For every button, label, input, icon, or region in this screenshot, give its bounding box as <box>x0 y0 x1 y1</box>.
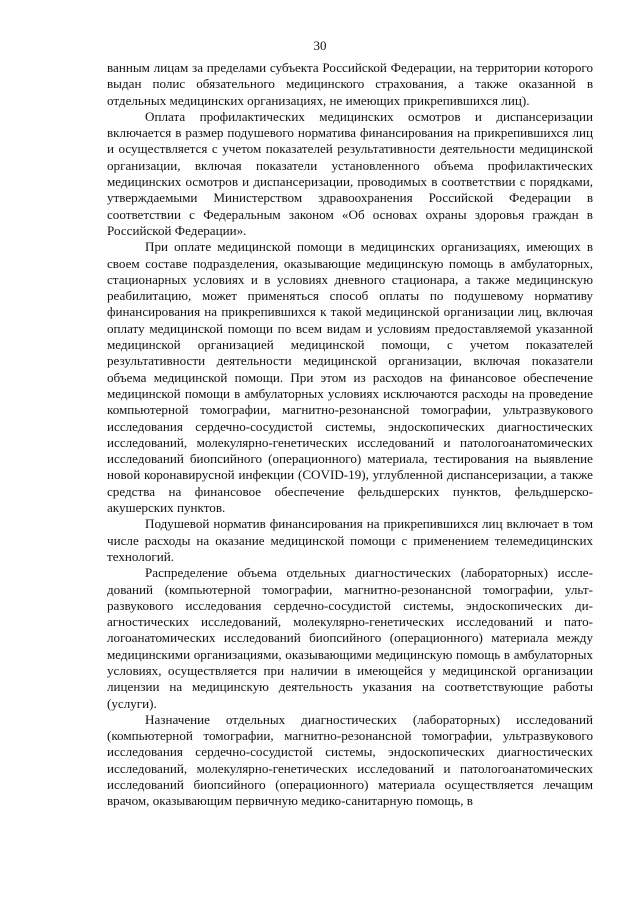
paragraph-preventive-exams: Оплата профилактических медицинских осмотров и диспансеризации включается в размер подушевого норматива финансирования на прикрепившихся лиц и осуществляется с учетом показателей результативности деятельности медицинской организации, включая показатели установленного объема профилактических медицинских осмотров и диспансеризации, проводимых в соответствии с порядками, утверждаемыми Министерством здравоохранения Российской Федерации в соответствии с Федеральным законом «Об основах охраны здоровья граждан в Российской Федерации». <box>107 108 593 238</box>
paragraph-diagnostics-prescription: Назначение отдельных диагностических (лабораторных) исследований (компьютерной томографии, магнитно-резонансной томографии, ультразвукового исследования сердечно-сосудистой системы, эндоскопических диагностических исследований, молекулярно-генетических исследований и патологоанатомических исследований биопсийного (операционного) материала осуществляется лечащим врачом, оказывающим первичную медико-санитарную помощь, в <box>107 711 593 809</box>
paragraph-continuation: ванным лицам за пределами субъекта Российской Федерации, на территории которого выдан полис обязательного медицинского страхования, а также оказанной в отдельных медицинских организациях, не имеющих прикрепившихся лиц). <box>107 60 593 108</box>
page-number: 30 <box>313 38 327 53</box>
paragraph-payment-method: При оплате медицинской помощи в медицинских организациях, имеющих в своем составе подразделения, оказывающие медицинскую помощь в амбулаторных, стационарных условиях и в условиях дневного стационара, а также медицинскую реабилитацию, может применяться способ оплаты по подушевому нормативу финансирования на прикрепившихся к такой медицинской организации лиц, включая оплату медицинской помощи по всем видам и условиям предоставляемой указанной медицинской организацией медицинской помощи, с учетом показателей результативности деятельности медицинской организации, включая показатели объема медицинской помощи. При этом из расходов на финансовое обеспечение медицинской помощи в амбулаторных условиях исключаются расходы на проведение компьютерной томографии, магнитно-резонансной томографии, ультразвукового исследования сердечно-сосудистой системы, эндоскопических диагностических исследований, молекулярно-генетических исследований и патологоанатомических исследований биопсийного (операционного) материала, тестирования на выявление новой коронавирусной инфекции (COVID-19), углубленной диспансеризации, а также средства на финансовое обеспечение фельдшерских пунктов, фельдшерско-акушерских пунктов. <box>107 239 593 516</box>
paragraph-diagnostics-distribution: Распределение объема отдельных диагностических (лабораторных) исследований (компьютерной томографии, магнитно-резонансной томографии, ультразвукового исследования сердечно-сосудистой системы, эндоскопических диагностических исследований, молекулярно-генетических исследований и патологоанатомических исследований биопсийного (операционного) материала между медицинскими организациями, оказывающими медицинскую помощь в амбулаторных условиях, осуществляется при наличии в имеющейся у медицинской организации лицензии на медицинскую деятельность указания на соответствующие работы (услуги). <box>107 565 593 711</box>
paragraph-telemedicine: Подушевой норматив финансирования на прикрепившихся лиц включает в том числе расходы на оказание медицинской помощи с применением телемедицинских технологий. <box>107 516 593 564</box>
document-body <box>107 60 593 810</box>
